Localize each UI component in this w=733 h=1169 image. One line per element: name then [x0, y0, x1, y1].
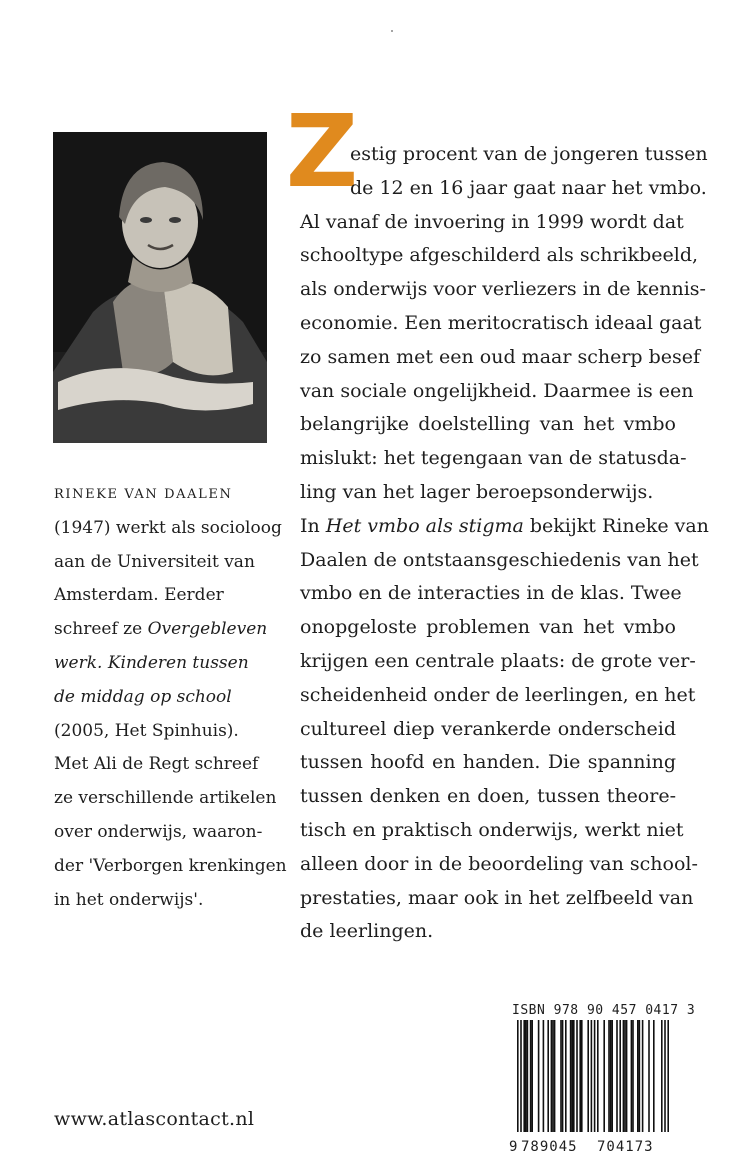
blurb-line: prestaties, maar ook in het zelfbeeld van	[300, 886, 694, 909]
barcode-bar	[554, 1020, 556, 1132]
barcode-bar	[587, 1020, 589, 1132]
bio-line: (1947) werkt als socioloog	[54, 517, 282, 538]
barcode-bar	[560, 1020, 562, 1132]
barcode-bar	[616, 1020, 618, 1132]
bio-line: (2005, Het Spinhuis).	[54, 720, 239, 741]
blurb-line: tussen hoofd en handen. Die spanning	[300, 751, 676, 774]
barcode-bar	[579, 1020, 581, 1132]
blurb-line: onopgeloste problemen van het vmbo	[300, 616, 676, 639]
barcode-bar	[631, 1020, 633, 1132]
blurb-line: vmbo en de interacties in de klas. Twee	[300, 582, 682, 605]
blurb-line: belangrijke doelstelling van het vmbo	[300, 413, 676, 436]
blurb-line: scheidenheid onder de leerlingen, en het	[300, 683, 696, 706]
barcode-bar	[547, 1020, 549, 1132]
bio-line: ze verschillende artikelen	[54, 788, 277, 809]
barcode-bar	[543, 1020, 545, 1132]
blurb-line: mislukt: het tegengaan van de statusda-	[300, 447, 687, 470]
barcode-bar	[639, 1020, 641, 1132]
barcode-digit-lead: 9	[509, 1139, 518, 1155]
blurb-line	[300, 510, 709, 544]
barcode-bar	[661, 1020, 663, 1132]
author-bio-text	[54, 512, 287, 918]
bio-line: der 'Verborgen krenkingen	[54, 855, 287, 876]
isbn-label: ISBN 978 90 457 0417 3	[512, 1003, 696, 1018]
blurb-line: ling van het lager beroepsonderwijs.	[300, 480, 654, 503]
blurb-line-rest: bekijkt Rineke van	[523, 514, 709, 537]
bio-line	[54, 613, 269, 647]
blurb-line: tisch en praktisch onderwijs, werkt niet	[300, 818, 684, 841]
barcode-bar	[610, 1020, 612, 1132]
drop-cap-letter: Z	[285, 93, 359, 210]
barcode-bar	[611, 1020, 613, 1132]
barcode-bar	[623, 1020, 625, 1132]
barcode-bar	[565, 1020, 567, 1132]
barcode-bar	[603, 1020, 605, 1132]
book-title-overgebleven: Overgebleven	[147, 619, 268, 640]
barcode-bar	[530, 1020, 532, 1132]
barcode-bar	[523, 1020, 525, 1132]
bio-line: in het onderwijs'.	[54, 889, 204, 910]
blurb-line: Al vanaf de invoering in 1999 wordt dat	[300, 210, 684, 233]
barcode-bar	[573, 1020, 575, 1132]
book-title-line: werk. Kinderen tussen	[54, 652, 249, 673]
bio-line-part: schreef ze	[54, 619, 148, 640]
blurb-line: Daalen de ontstaansgeschiedenis van het	[300, 548, 699, 571]
barcode-bar	[608, 1020, 610, 1132]
barcode-bar	[551, 1020, 553, 1132]
publisher-url[interactable]: www.atlascontact.nl	[54, 1108, 255, 1130]
bio-line: Met Ali de Regt schreef	[54, 754, 259, 775]
barcode-digits-right: 704173	[597, 1139, 654, 1155]
blurb-line: krijgen een centrale plaats: de grote ver-	[300, 649, 696, 672]
blurb-line: de 12 en 16 jaar gaat naar het vmbo.	[350, 176, 707, 199]
barcode-bar	[552, 1020, 554, 1132]
barcode-bar	[626, 1020, 628, 1132]
author-bio	[54, 478, 287, 917]
barcode-bar	[527, 1020, 529, 1132]
blurb-line: alleen door in de beoordeling van school-	[300, 852, 698, 875]
author-portrait-image	[53, 132, 267, 443]
barcode-bar	[538, 1020, 540, 1132]
barcode-bar	[525, 1020, 527, 1132]
blurb-intro: In	[300, 514, 326, 537]
barcode-bar	[632, 1020, 634, 1132]
blurb-line: estig procent van de jongeren tussen	[350, 143, 708, 165]
book-title: Het vmbo als stigma	[325, 514, 524, 537]
barcode-digits-left: 789045	[521, 1139, 578, 1155]
blurb-paragraph-1	[300, 138, 708, 510]
blurb-text	[300, 138, 709, 949]
barcode-graphic	[505, 1020, 675, 1154]
bio-line: over onderwijs, waaron-	[54, 821, 263, 842]
bio-line: Amsterdam. Eerder	[54, 585, 224, 606]
blurb-line: als onderwijs voor verliezers in de kennis-	[300, 278, 706, 301]
isbn-barcode	[505, 1020, 675, 1154]
blurb-line: tussen denken en doen, tussen theore-	[300, 785, 676, 808]
blurb-line: schooltype afgeschilderd als schrikbeeld,	[300, 244, 699, 267]
barcode-bar	[571, 1020, 573, 1132]
barcode-bar	[576, 1020, 578, 1132]
barcode-bar	[642, 1020, 644, 1132]
barcode-bar	[570, 1020, 572, 1132]
blurb-paragraph-2	[300, 510, 709, 949]
blurb-line: van sociale ongelijkheid. Daarmee is een	[300, 379, 694, 402]
barcode-bar	[562, 1020, 564, 1132]
blurb-line: economie. Een meritocratisch ideaal gaat	[300, 311, 702, 334]
bio-line: aan de Universiteit van	[54, 551, 255, 572]
book-title-line: de middag op school	[54, 686, 232, 707]
barcode-bar	[637, 1020, 639, 1132]
blurb-line: de leerlingen.	[300, 920, 434, 943]
author-name: RINEKE VAN DAALEN	[54, 487, 233, 502]
blurb-line: cultureel diep verankerde onderscheid	[300, 717, 676, 740]
barcode-bar	[597, 1020, 599, 1132]
barcode-bar	[581, 1020, 583, 1132]
barcode-bar	[531, 1020, 533, 1132]
barcode-bar	[648, 1020, 650, 1132]
barcode-bar	[619, 1020, 621, 1132]
barcode-bar	[624, 1020, 626, 1132]
blurb-line: zo samen met een oud maar scherp besef	[300, 345, 701, 368]
barcode-bar	[653, 1020, 655, 1132]
author-photo	[53, 132, 267, 443]
